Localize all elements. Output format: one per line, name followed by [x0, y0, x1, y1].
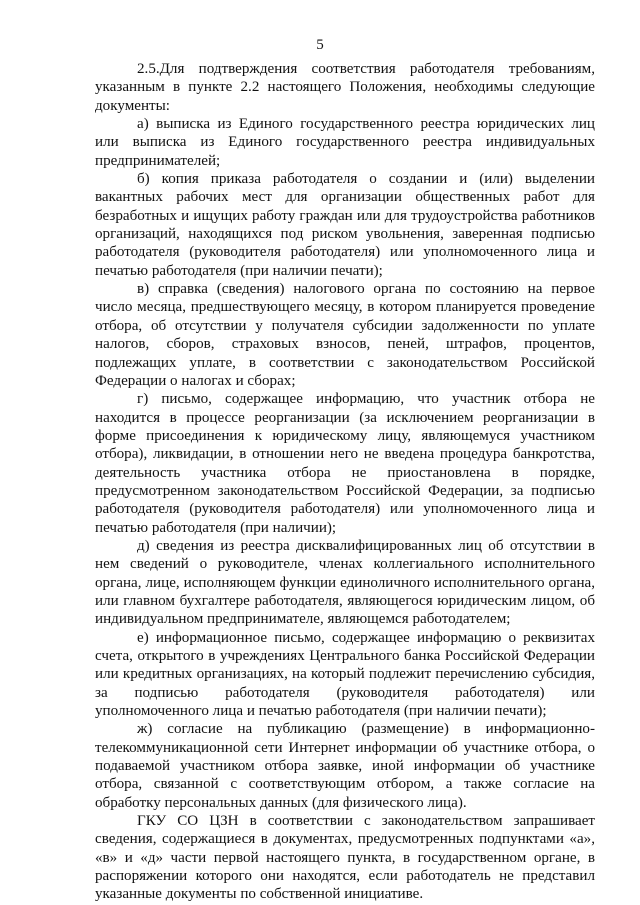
paragraph-2-5-intro: 2.5.Для подтверждения соответствия работодателя требованиям, указанным в пункте 2.2 настоящего Положения, необходимы следующие документы: — [95, 61, 595, 114]
paragraph-item-a: а) выписка из Единого государственного реестра юридических лиц или выписка из Единого государственного реестра индивидуальных предпринимателей; — [95, 116, 595, 169]
paragraph-item-e: е) информационное письмо, содержащее информацию о реквизитах счета, открытого в учреждениях Центрального банка Российской Федерации или кредитных организациях, на который подлежит перечислению субсидия, за подписью работодателя (руководителя работодателя) или уполномоченного лица и печатью работодателя (при наличии печати); — [95, 629, 595, 720]
page-number: 5 — [316, 37, 324, 53]
paragraph-item-d: д) сведения из реестра дисквалифицированных лиц об отсутствии в нем сведений о руководителе, членах коллегиального исполнительного органа, лице, исполняющем функции единоличного исполнительного органа, или главном бухгалтере работодателя, являющегося юридическим лицом, об индивидуальном предпринимателе, являющемся работодателем; — [95, 537, 595, 628]
document-body — [95, 60, 595, 904]
paragraph-gku-request: ГКУ СО ЦЗН в соответствии с законодательством запрашивает сведения, содержащиеся в документах, предусмотренных подпунктами «а», «в» и «д» части первой настоящего пункта, в государственном органе, в распоряжении которого они находятся, если работодатель не представил указанные документы по собственной инициативе. — [95, 813, 595, 903]
paragraph-item-b: б) копия приказа работодателя о создании и (или) выделении вакантных рабочих мест для организации общественных работ для безработных и ищущих работу граждан или для трудоустройства работников организаций, находящихся под риском увольнения, заверенная подписью работодателя (руководителя работодателя) или уполномоченного лица и печатью работодателя (при наличии печати); — [95, 171, 595, 279]
paragraph-item-v: в) справка (сведения) налогового органа по состоянию на первое число месяца, предшествующего месяцу, в котором планируется проведение отбора, об отсутствии у получателя субсидии задолженности по уплате налогов, сборов, страховых взносов, пеней, штрафов, процентов, подлежащих уплате, в соответствии с законодательством Российской Федерации о налогах и сборах; — [95, 281, 595, 389]
paragraph-item-zh: ж) согласие на публикацию (размещение) в информационно-телекоммуникационной сети Интернет информации об участнике отбора, о подаваемой участником отбора заявке, иной информации об участнике отбора, связанной с соответствующим отбором, а также согласие на обработку персональных данных (для физического лица). — [95, 721, 595, 811]
paragraph-item-g: г) письмо, содержащее информацию, что участник отбора не находится в процессе реорганизации (за исключением реорганизации в форме присоединения к юридическому лицу, являющемуся участником отбора), ликвидации, в отношении него не введена процедура банкротства, деятельность участника отбора не приостановлена в порядке, предусмотренном законодательством Российской Федерации, за подписью работодателя (руководителя работодателя) или уполномоченного лица и печатью работодателя (при наличии); — [95, 391, 595, 536]
